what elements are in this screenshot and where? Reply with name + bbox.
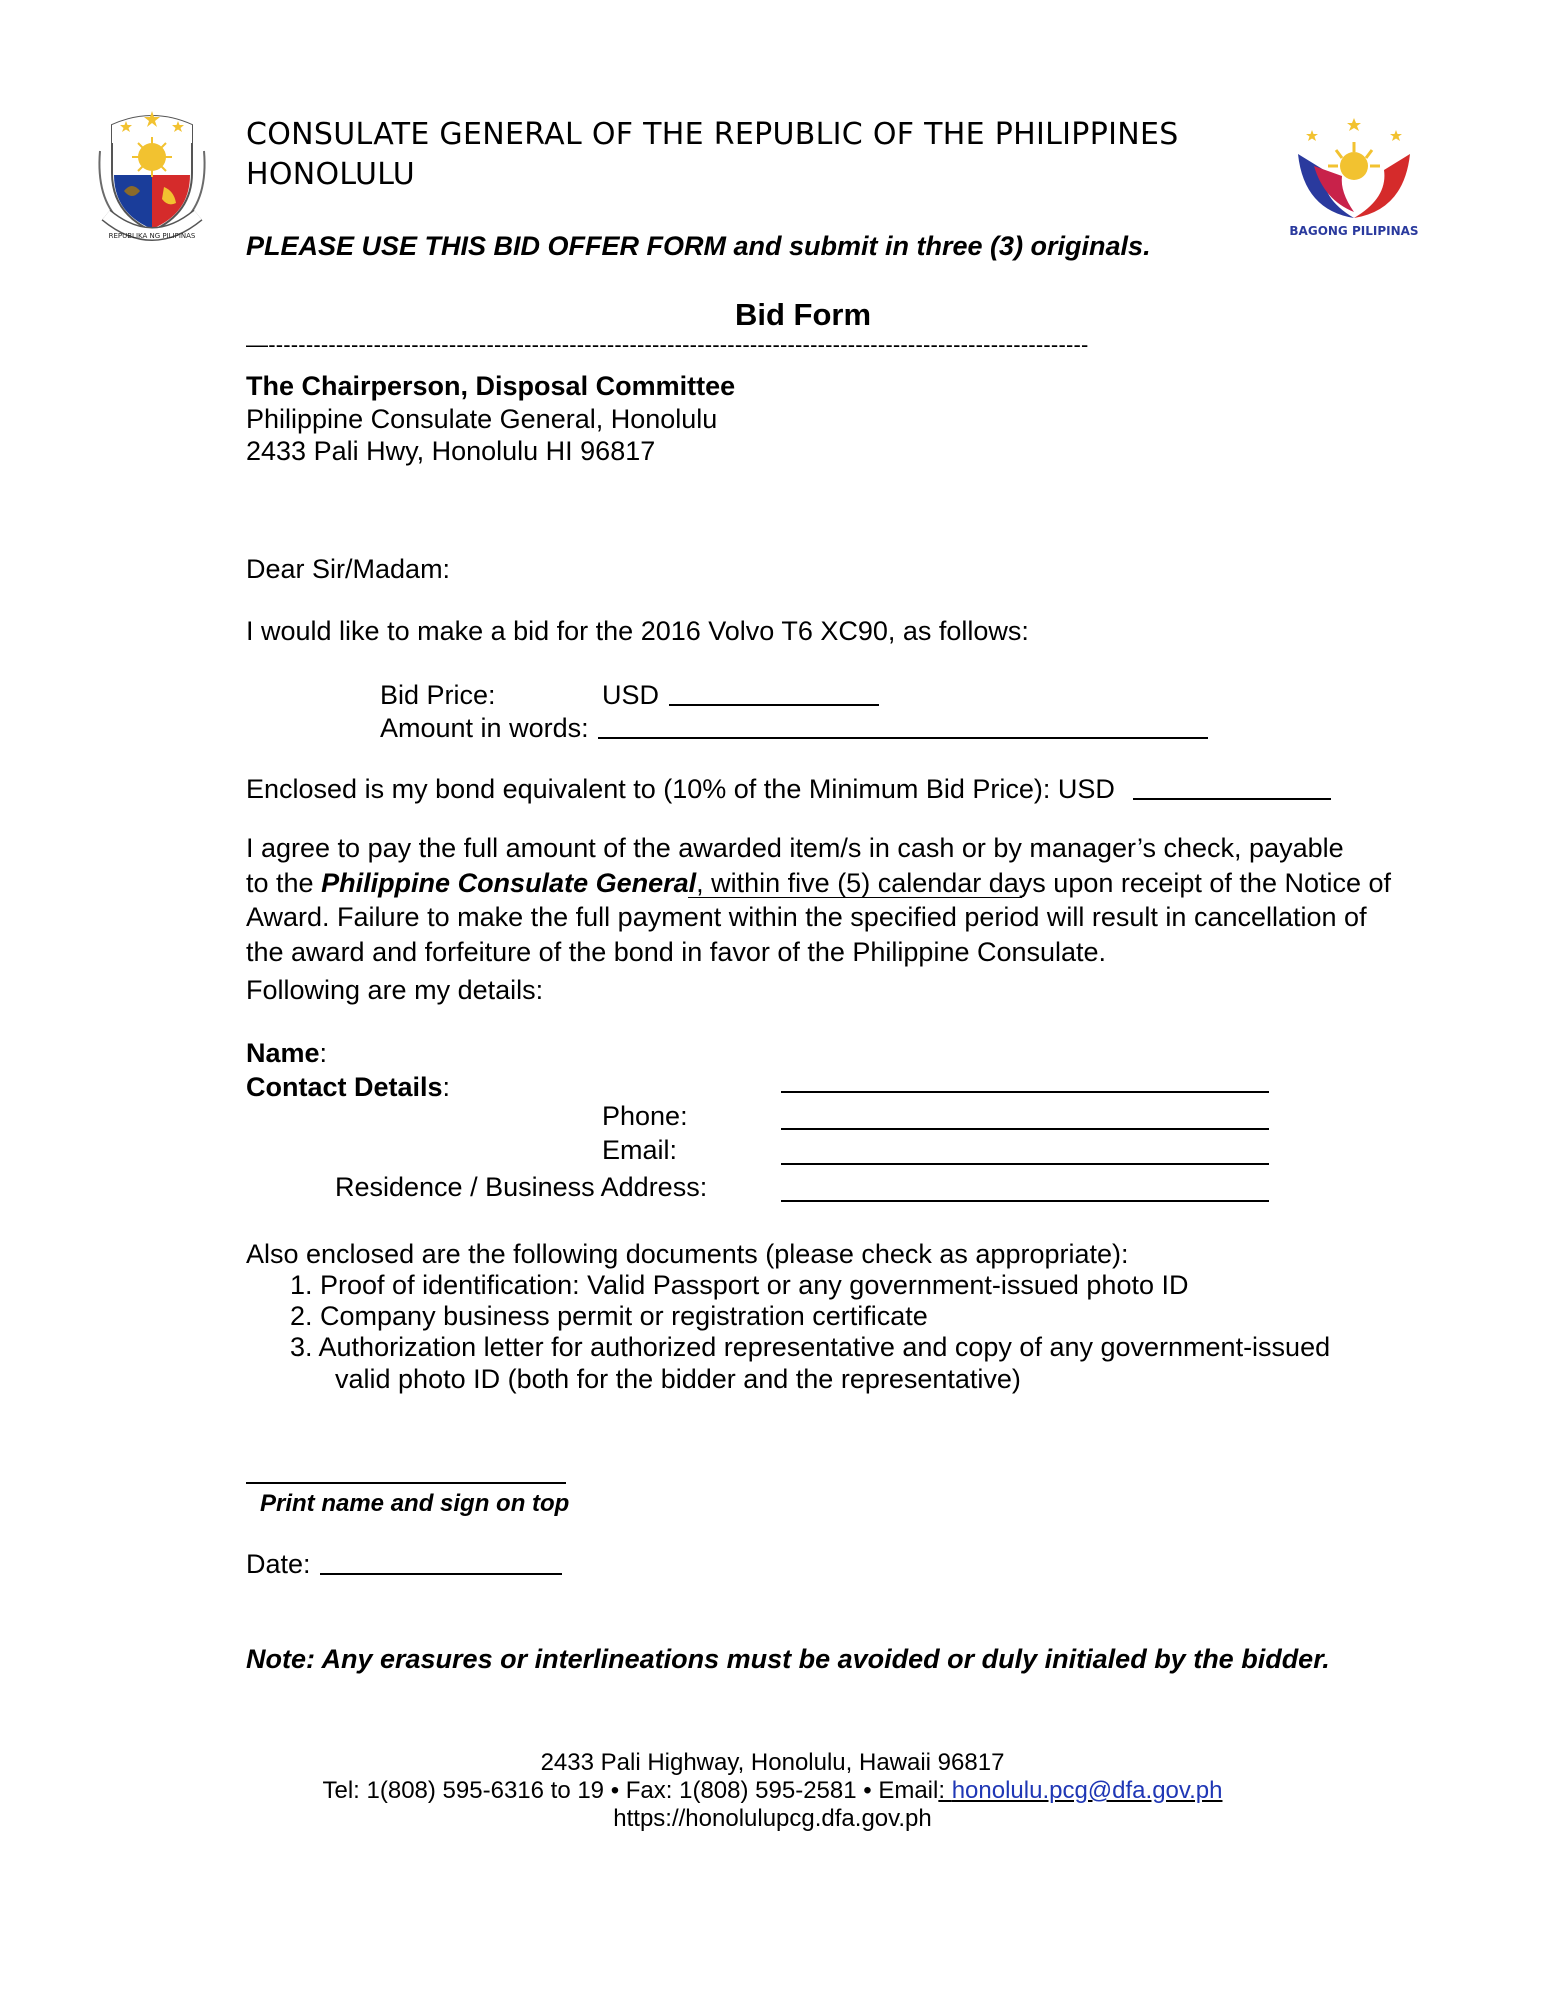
date-label: Date: — [246, 1549, 311, 1579]
footer-website[interactable]: https://honolulupcg.dfa.gov.ph — [613, 1805, 932, 1832]
document-item: 2. Company business permit or registration certificate — [290, 1301, 928, 1331]
signature-field[interactable] — [246, 1482, 566, 1484]
contact-label: Contact Details — [246, 1072, 443, 1102]
phone-field[interactable] — [781, 1128, 1269, 1130]
amount-words-field[interactable] — [598, 737, 1208, 739]
payee-name: Philippine Consulate General — [321, 868, 697, 898]
bid-price-field[interactable] — [669, 704, 879, 706]
bond-text: Enclosed is my bond equivalent to (10% of the Minimum Bid Price): USD — [246, 774, 1115, 804]
documents-intro: Also enclosed are the following documents (please check as appropriate): — [246, 1239, 1129, 1269]
bond-field[interactable] — [1133, 798, 1331, 800]
agreement-line-2-pre: to the — [246, 868, 322, 898]
consulate-city: HONOLULU — [246, 157, 415, 192]
name-colon: : — [319, 1038, 328, 1068]
footer-email-link[interactable]: honolulu.pcg@dfa.gov.ph — [951, 1777, 1223, 1804]
amount-words-label: Amount in words: — [380, 713, 589, 743]
footer-address: 2433 Pali Highway, Honolulu, Hawaii 96817 — [540, 1749, 1005, 1776]
coat-of-arms-seal — [92, 103, 212, 243]
document-item: 1. Proof of identification: Valid Passport or any government-issued photo ID — [290, 1270, 1189, 1300]
agreement-line-4: the award and forfeiture of the bond in favor of the Philippine Consulate. — [246, 937, 1107, 967]
seal-icon — [92, 103, 212, 243]
document-item-continued: valid photo ID (both for the bidder and the representative) — [335, 1364, 1021, 1394]
sun-logo-icon — [1284, 114, 1424, 224]
email-label: Email: — [602, 1135, 678, 1165]
instruction-text: PLEASE USE THIS BID OFFER FORM and submit in three (3) originals. — [246, 231, 1151, 261]
contact-colon: : — [442, 1072, 451, 1102]
footer-contact-text: Tel: 1(808) 595-6316 to 19 • Fax: 1(808) 595-2581 • Email — [322, 1777, 939, 1804]
address-field[interactable] — [781, 1200, 1269, 1202]
bagong-pilipinas-logo — [1284, 114, 1424, 244]
header-title — [246, 115, 1326, 195]
contact-row — [246, 1070, 450, 1104]
svg-text:REPUBLIKA NG PILIPINAS: REPUBLIKA NG PILIPINAS — [108, 232, 196, 240]
address-label: Residence / Business Address: — [335, 1172, 708, 1202]
phone-label: Phone: — [602, 1101, 688, 1131]
salutation: Dear Sir/Madam: — [246, 554, 451, 584]
email-field[interactable] — [781, 1163, 1269, 1165]
details-intro: Following are my details: — [246, 975, 544, 1005]
agreement-line-3: Award. Failure to make the full payment within the specified period will result in cancellation of — [246, 902, 1367, 932]
bid-price-label: Bid Price: — [380, 680, 496, 710]
consulate-name: CONSULATE GENERAL OF THE REPUBLIC OF THE PHILIPPINES — [246, 117, 1179, 152]
agreement-line-1: I agree to pay the full amount of the awarded item/s in cash or by manager’s check, payable — [246, 833, 1344, 863]
signature-caption: Print name and sign on top — [260, 1490, 570, 1517]
footer-contact: Tel: 1(808) 595-6316 to 19 • Fax: 1(808) 595-2581 • Email: honolulu.pcg@dfa.gov.ph — [322, 1777, 1223, 1804]
agreement-line-2 — [246, 866, 1391, 900]
bagong-pilipinas-text: BAGONG PILIPINAS — [1289, 224, 1419, 238]
date-field[interactable] — [320, 1573, 562, 1575]
title-divider: —------------------------------------------------------------------------------------------------------------- — [246, 333, 1089, 357]
name-row — [246, 1036, 327, 1070]
name-field[interactable] — [781, 1091, 1269, 1093]
addressee-org: Philippine Consulate General, Honolulu — [246, 404, 718, 434]
addressee-name: The Chairperson, Disposal Committee — [246, 371, 736, 401]
addressee-address: 2433 Pali Hwy, Honolulu HI 96817 — [246, 436, 656, 466]
agreement-underline — [688, 897, 1022, 898]
form-title: Bid Form — [735, 297, 872, 332]
bid-intro: I would like to make a bid for the 2016 Volvo T6 XC90, as follows: — [246, 616, 1029, 646]
document-item: 3. Authorization letter for authorized representative and copy of any government-issued — [290, 1332, 1331, 1362]
bid-price-currency: USD — [602, 680, 660, 710]
note-text: Note: Any erasures or interlineations must be avoided or duly initialed by the bidder. — [246, 1644, 1330, 1674]
agreement-line-2-post: , within five (5) calendar days upon receipt of the Notice of — [696, 868, 1392, 898]
name-label: Name — [246, 1038, 320, 1068]
